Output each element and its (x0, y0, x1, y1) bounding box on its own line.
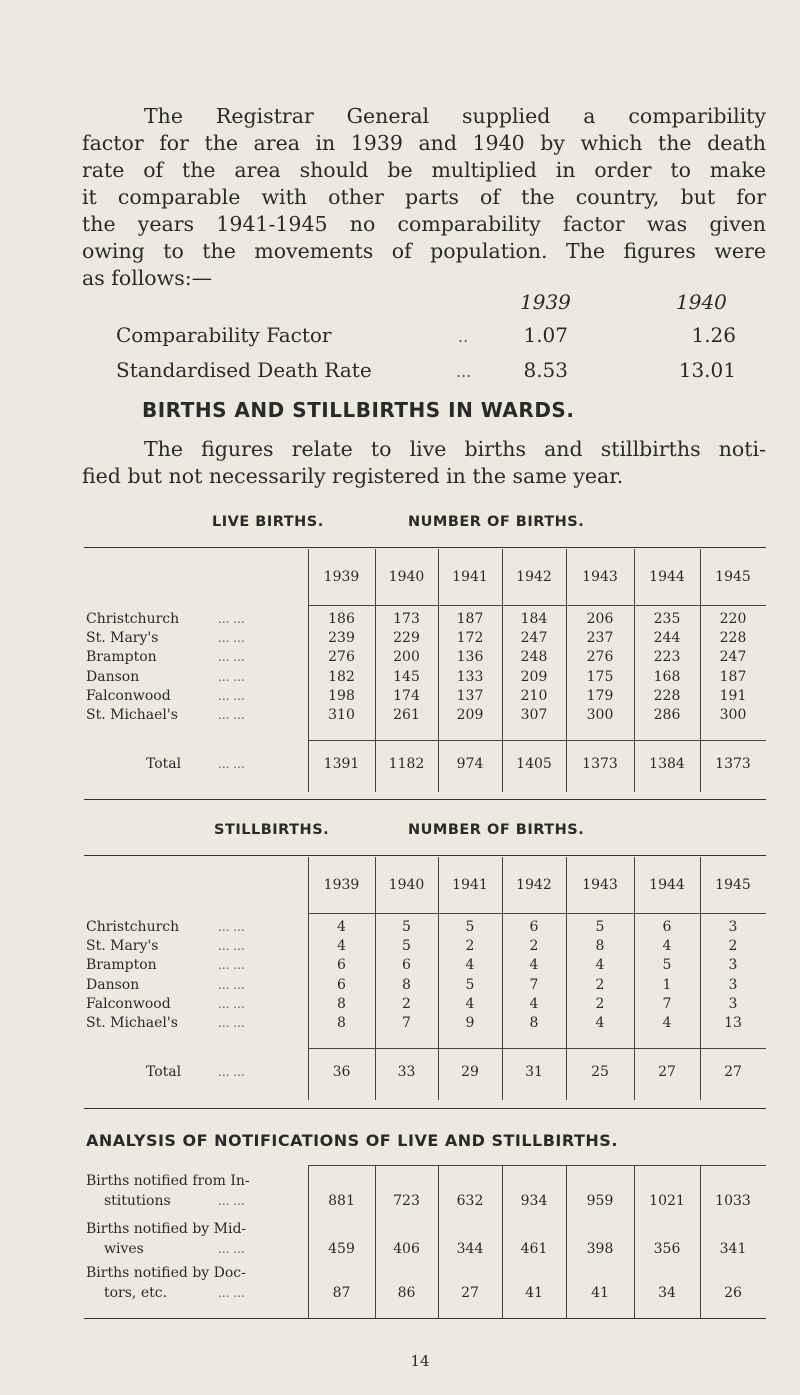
cf-row-dots: .. (458, 327, 469, 346)
table-cell: 168 (653, 668, 681, 685)
leader-dots: ... ... (218, 757, 245, 772)
table-cell: 7 (529, 976, 539, 993)
cf-value: 8.53 (523, 358, 568, 382)
table-cell: 145 (393, 668, 420, 685)
column-divider (438, 1165, 439, 1318)
column-divider (308, 1165, 309, 1318)
table-cell: 7 (662, 995, 672, 1012)
table-cell: 228 (653, 687, 681, 704)
table-cell: 4 (465, 957, 475, 974)
table-cell: 4 (337, 919, 346, 935)
table-cell: 198 (328, 687, 355, 704)
table-cell: 172 (456, 630, 484, 647)
table-cell: 2 (465, 938, 475, 955)
analysis-label-cont: tors, etc. (104, 1285, 168, 1301)
leader-dots: ... ... (218, 1286, 245, 1300)
table-cell: 341 (719, 1241, 747, 1257)
table-cell: 286 (653, 707, 681, 723)
table-cell: 723 (393, 1193, 420, 1209)
births-heading: BIRTHS AND STILLBIRTHS IN WARDS. (142, 398, 575, 422)
table-cell: 2 (728, 938, 738, 955)
table-cell: 239 (328, 630, 355, 647)
table-cell: 934 (520, 1193, 548, 1209)
table-cell: 187 (719, 668, 747, 685)
table-cell: 2 (595, 995, 605, 1012)
table-cell: 5 (465, 919, 475, 935)
table-cell: 8 (529, 1015, 539, 1031)
year-header: 1942 (516, 569, 552, 585)
total-cell: 1373 (715, 756, 751, 773)
leader-dots: ... ... (218, 977, 245, 992)
table-cell: 2 (402, 995, 411, 1012)
column-divider (502, 740, 503, 792)
intro-line: it comparable with other parts of the country, but for (82, 185, 766, 209)
table-cell: 6 (337, 957, 346, 974)
table-cell: 13 (724, 1015, 742, 1031)
table-cell: 300 (586, 707, 614, 723)
total-cell: 25 (591, 1064, 609, 1081)
column-divider (502, 1048, 503, 1100)
year-header: 1940 (388, 877, 425, 893)
column-divider (566, 857, 567, 913)
column-divider (634, 740, 635, 792)
leader-dots: ... ... (218, 708, 245, 722)
leader-dots: ... ... (218, 920, 245, 934)
leader-dots: ... ... (218, 1065, 245, 1080)
table-cell: 26 (724, 1285, 742, 1301)
column-divider (700, 857, 701, 913)
table-cell: 179 (586, 687, 614, 704)
table-cell: 237 (586, 630, 614, 647)
column-divider (308, 549, 309, 605)
column-divider (438, 857, 439, 913)
ward-label: Danson (86, 668, 140, 685)
column-divider (502, 1165, 503, 1318)
year-header: 1941 (452, 877, 488, 893)
total-cell: 1373 (582, 756, 618, 773)
leader-dots: ... ... (218, 996, 245, 1011)
table-cell: 5 (662, 957, 672, 974)
column-divider (566, 605, 567, 740)
table-cell: 276 (328, 649, 355, 666)
table-cell: 174 (393, 687, 420, 704)
total-cell: 1384 (649, 756, 685, 773)
table-cell: 8 (337, 1015, 346, 1031)
table-cell: 2 (595, 976, 605, 993)
header-underline (308, 605, 766, 606)
column-divider (308, 913, 309, 1048)
leader-dots: ... ... (218, 1016, 245, 1030)
column-divider (308, 857, 309, 913)
table-cell: 4 (529, 995, 539, 1012)
total-cell: 33 (397, 1064, 416, 1081)
table-cell: 4 (595, 1015, 605, 1031)
total-rule (308, 1048, 766, 1049)
column-divider (438, 740, 439, 792)
analysis-bottom-rule (84, 1318, 766, 1319)
ward-label: St. Mary's (86, 630, 159, 647)
table-cell: 87 (332, 1285, 351, 1301)
table-cell: 136 (456, 649, 484, 666)
table-cell: 229 (393, 630, 420, 647)
column-divider (634, 913, 635, 1048)
column-divider (700, 1165, 701, 1318)
analysis-top-rule (308, 1165, 766, 1166)
table-cell: 4 (662, 938, 672, 955)
leader-dots: ... ... (218, 669, 245, 684)
total-cell: 1405 (516, 756, 552, 773)
total-cell: 1391 (323, 756, 360, 773)
ward-label: Christchurch (86, 611, 180, 627)
table-cell: 344 (456, 1241, 484, 1257)
table-cell: 310 (328, 707, 355, 723)
page-number: 14 (410, 1352, 430, 1370)
table-cell: 356 (653, 1241, 681, 1257)
analysis-label-cont: wives (104, 1241, 144, 1257)
column-divider (438, 1048, 439, 1100)
column-divider (634, 549, 635, 605)
live-births-top-rule (84, 547, 766, 548)
cf-value: 1.26 (691, 323, 736, 347)
year-header: 1945 (715, 877, 751, 893)
column-divider (566, 1048, 567, 1100)
column-divider (700, 913, 701, 1048)
ward-label: Brampton (86, 957, 157, 974)
table-cell: 632 (456, 1193, 484, 1209)
leader-dots: ... ... (218, 650, 245, 665)
table-cell: 398 (586, 1241, 614, 1257)
total-cell: 29 (461, 1064, 479, 1081)
stillbirths-title: STILLBIRTHS. (214, 822, 330, 838)
column-divider (502, 857, 503, 913)
total-label: Total (146, 756, 182, 773)
cf-year-header: 1939 (520, 290, 571, 314)
table-cell: 8 (337, 995, 346, 1012)
ward-label: St. Mary's (86, 938, 159, 955)
table-cell: 4 (529, 957, 539, 974)
year-header: 1939 (323, 569, 360, 585)
column-divider (700, 605, 701, 740)
table-cell: 137 (456, 687, 484, 704)
table-cell: 4 (662, 1015, 672, 1031)
total-cell: 36 (332, 1064, 351, 1081)
column-divider (502, 913, 503, 1048)
year-header: 1944 (649, 877, 685, 893)
table-cell: 4 (465, 995, 475, 1012)
table-cell: 186 (328, 611, 355, 627)
table-cell: 6 (337, 976, 346, 993)
table-cell: 6 (662, 919, 672, 935)
intro-paragraph (82, 103, 766, 292)
stillbirths-top-rule (84, 855, 766, 856)
table-cell: 34 (658, 1285, 676, 1301)
table-cell: 133 (456, 668, 484, 685)
analysis-title: ANALYSIS OF NOTIFICATIONS OF LIVE AND STILLBIRTHS. (86, 1131, 618, 1150)
ward-label: Brampton (86, 649, 157, 666)
year-header: 1941 (452, 569, 488, 585)
year-header: 1945 (715, 569, 751, 585)
analysis-label: Births notified from In- (86, 1173, 250, 1189)
intro-line: as follows:— (82, 266, 213, 290)
cf-row-label: Comparability Factor (116, 323, 332, 347)
table-cell: 4 (337, 938, 346, 955)
ward-label: Falconwood (86, 687, 171, 704)
total-cell: 1182 (388, 756, 425, 773)
cf-row-label: Standardised Death Rate (116, 358, 372, 382)
table-cell: 9 (465, 1015, 475, 1031)
leader-dots: ... ... (218, 1242, 245, 1256)
column-divider (566, 549, 567, 605)
column-divider (438, 913, 439, 1048)
year-header: 1942 (516, 877, 552, 893)
column-divider (634, 1048, 635, 1100)
column-divider (700, 1048, 701, 1100)
year-header: 1940 (388, 569, 425, 585)
total-label: Total (146, 1064, 182, 1081)
ward-label: Falconwood (86, 995, 171, 1012)
table-cell: 3 (728, 995, 738, 1012)
column-divider (438, 605, 439, 740)
leader-dots: ... ... (218, 1194, 245, 1208)
year-header: 1944 (649, 569, 685, 585)
column-divider (308, 740, 309, 792)
ward-label: Danson (86, 976, 140, 993)
table-cell: 173 (393, 611, 420, 627)
table-cell: 248 (520, 649, 548, 666)
intro-line: The Registrar General supplied a comparibility (144, 104, 766, 128)
table-cell: 1021 (649, 1193, 685, 1209)
table-cell: 210 (520, 687, 548, 704)
column-divider (438, 549, 439, 605)
ward-label: St. Michael's (86, 707, 178, 723)
table-cell: 7 (402, 1015, 411, 1031)
cf-row-dots: ... (456, 362, 472, 381)
table-cell: 247 (520, 630, 548, 647)
table-cell: 5 (402, 938, 411, 955)
stillbirths-subtitle: NUMBER OF BIRTHS. (408, 822, 585, 838)
table-cell: 4 (595, 957, 605, 974)
column-divider (634, 1165, 635, 1318)
leader-dots: ... ... (218, 939, 245, 954)
total-cell: 31 (525, 1064, 543, 1081)
column-divider (566, 740, 567, 792)
total-cell: 974 (456, 756, 484, 773)
year-header: 1943 (582, 877, 618, 893)
column-divider (566, 1165, 567, 1318)
table-cell: 27 (461, 1285, 479, 1301)
table-cell: 406 (393, 1241, 420, 1257)
table-cell: 6 (402, 957, 411, 974)
live-births-subtitle: NUMBER OF BIRTHS. (408, 514, 585, 530)
table-cell: 228 (719, 630, 747, 647)
year-header: 1943 (582, 569, 618, 585)
column-divider (308, 605, 309, 740)
intro-line: factor for the area in 1939 and 1940 by which the death (82, 131, 766, 155)
analysis-label-cont: stitutions (104, 1193, 171, 1209)
table-cell: 307 (520, 707, 548, 723)
table-cell: 959 (586, 1193, 614, 1209)
table-cell: 187 (456, 611, 484, 627)
table-cell: 235 (653, 611, 681, 627)
table-cell: 5 (402, 919, 411, 935)
table-cell: 300 (719, 707, 747, 723)
table-cell: 3 (728, 957, 738, 974)
ward-label: Christchurch (86, 919, 180, 935)
table-cell: 220 (719, 611, 747, 627)
table-cell: 41 (591, 1285, 609, 1301)
leader-dots: ... ... (218, 612, 245, 626)
table-cell: 8 (402, 976, 411, 993)
table-cell: 3 (728, 976, 738, 993)
analysis-label: Births notified by Mid- (86, 1221, 247, 1237)
column-divider (566, 913, 567, 1048)
total-cell: 27 (724, 1064, 742, 1081)
year-header: 1939 (323, 877, 360, 893)
leader-dots: ... ... (218, 958, 245, 973)
table-cell: 223 (653, 649, 681, 666)
table-cell: 206 (586, 611, 614, 627)
column-divider (634, 605, 635, 740)
table-cell: 6 (529, 919, 539, 935)
total-cell: 27 (658, 1064, 676, 1081)
table-cell: 461 (520, 1241, 548, 1257)
table-cell: 3 (728, 919, 738, 935)
ward-label: St. Michael's (86, 1015, 178, 1031)
live-births-bottom-rule (84, 799, 766, 800)
intro-line: rate of the area should be multiplied in order to make (82, 158, 766, 182)
total-rule (308, 740, 766, 741)
table-cell: 41 (525, 1285, 543, 1301)
live-births-title: LIVE BIRTHS. (212, 514, 324, 530)
table-cell: 244 (653, 630, 681, 647)
column-divider (700, 549, 701, 605)
column-divider (634, 857, 635, 913)
births-intro-paragraph (82, 436, 766, 490)
table-cell: 1 (662, 976, 672, 993)
cf-value: 1.07 (523, 323, 568, 347)
table-cell: 8 (595, 938, 605, 955)
table-cell: 261 (393, 707, 420, 723)
table-cell: 276 (586, 649, 614, 666)
table-cell: 1033 (715, 1193, 751, 1209)
cf-value: 13.01 (678, 358, 736, 382)
births-intro-line: fied but not necessarily registered in the same year. (82, 464, 624, 488)
table-cell: 182 (328, 668, 355, 685)
column-divider (502, 549, 503, 605)
table-cell: 881 (328, 1193, 355, 1209)
column-divider (308, 1048, 309, 1100)
table-cell: 86 (397, 1285, 416, 1301)
column-divider (502, 605, 503, 740)
table-cell: 5 (595, 919, 605, 935)
analysis-label: Births notified by Doc- (86, 1265, 246, 1281)
births-intro-line: The figures relate to live births and stillbirths noti- (144, 437, 766, 461)
table-cell: 2 (529, 938, 539, 955)
table-cell: 459 (328, 1241, 355, 1257)
table-cell: 200 (393, 649, 420, 666)
column-divider (700, 740, 701, 792)
table-cell: 191 (719, 687, 747, 704)
table-cell: 175 (586, 668, 614, 685)
table-cell: 247 (719, 649, 747, 666)
table-cell: 5 (465, 976, 475, 993)
stillbirths-bottom-rule (84, 1108, 766, 1109)
table-cell: 209 (456, 707, 484, 723)
leader-dots: ... ... (218, 631, 245, 646)
leader-dots: ... ... (218, 688, 245, 703)
intro-line: the years 1941-1945 no comparability factor was given (82, 212, 766, 236)
header-underline (308, 913, 766, 914)
intro-line: owing to the movements of population. The figures were (82, 239, 766, 263)
cf-year-header: 1940 (676, 290, 727, 314)
table-cell: 184 (520, 611, 548, 627)
table-cell: 209 (520, 668, 548, 685)
